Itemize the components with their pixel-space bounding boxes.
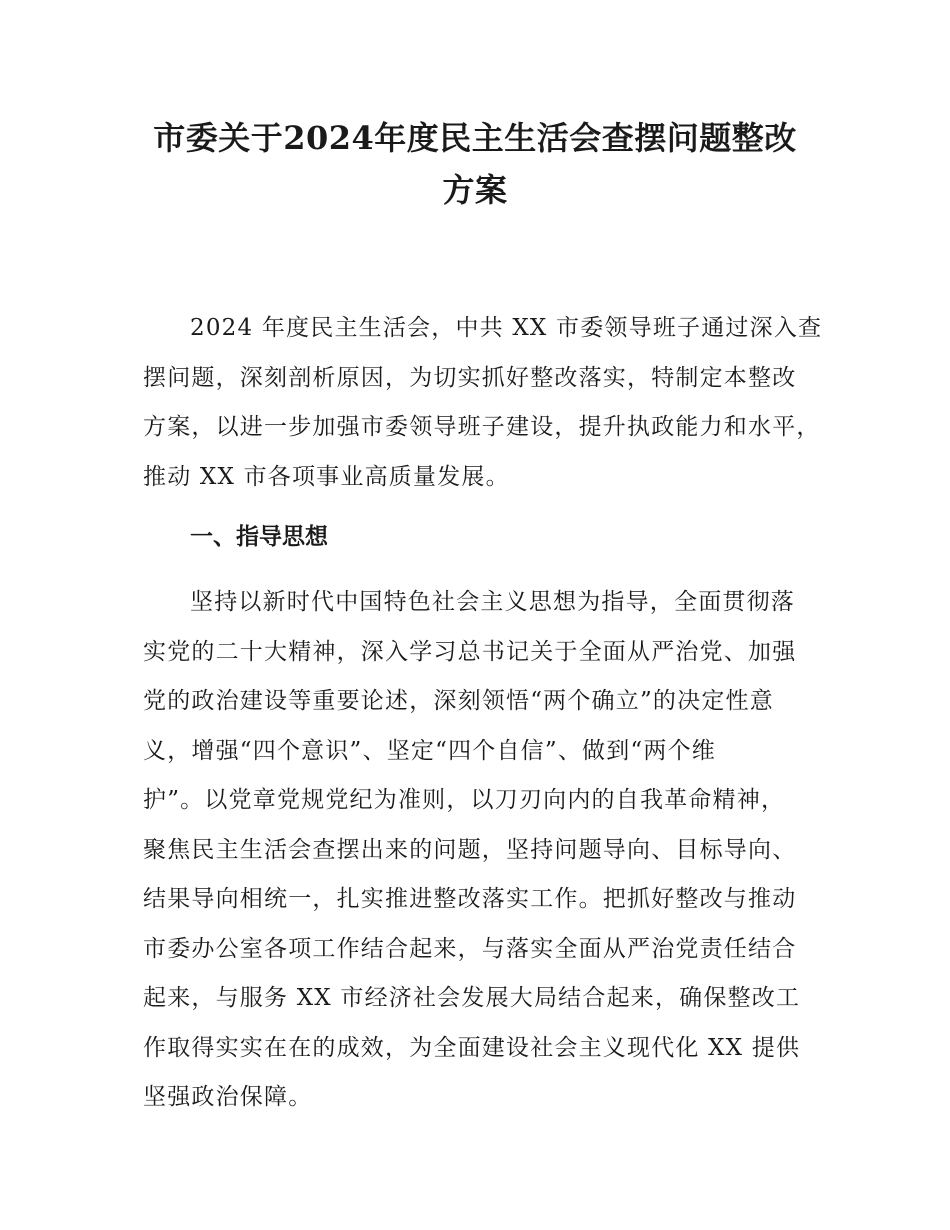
paragraph-line: 党的政治建设等重要论述，深刻领悟“两个确立”的决定性意	[143, 688, 774, 714]
guiding-ideology-paragraph	[143, 578, 843, 1123]
paragraph-line: 护”。以党章党规党纪为准则，以刀刃向内的自我革命精神，	[143, 787, 786, 813]
section-heading-guiding-ideology: 一、指导思想	[190, 524, 328, 550]
title-line-1: 市委关于2024年度民主生活会查摆问题整改	[153, 119, 797, 157]
document-title	[120, 112, 830, 216]
paragraph-line: 坚持以新时代中国特色社会主义思想为指导，全面贯彻落	[190, 589, 795, 615]
paragraph-line: 起来，与服务 XX 市经济社会发展大局结合起来，确保整改工	[143, 985, 801, 1011]
paragraph-line: 结果导向相统一，扎实推进整改落实工作。把抓好整改与推动	[143, 886, 797, 912]
paragraph-line: 坚强政治保障。	[143, 1084, 313, 1110]
intro-paragraph	[143, 304, 843, 502]
paragraph-line: 作取得实实在在的成效，为全面建设社会主义现代化 XX 提供	[143, 1034, 801, 1061]
paragraph-line: 摆问题，深刻剖析原因，为切实抓好整改落实，特制定本整改	[143, 364, 797, 391]
title-line-2: 方案	[442, 171, 508, 209]
paragraph-line: 实党的二十大精神，深入学习总书记关于全面从严治党、加强	[143, 638, 797, 665]
paragraph-line: 聚焦民主生活会查摆出来的问题，坚持问题导向、目标导向、	[143, 836, 797, 863]
paragraph-line: 方案，以进一步加强市委领导班子建设，提升执政能力和水平，	[143, 414, 821, 440]
paragraph-line: 义，增强“四个意识”、坚定“四个自信”、做到“两个维	[143, 737, 716, 764]
paragraph-line: 推动 XX 市各项事业高质量发展。	[143, 463, 510, 490]
paragraph-line: 市委办公室各项工作结合起来，与落实全面从严治党责任结合	[143, 935, 797, 962]
paragraph-line: 2024 年度民主生活会，中共 XX 市委领导班子通过深入查	[190, 315, 823, 341]
